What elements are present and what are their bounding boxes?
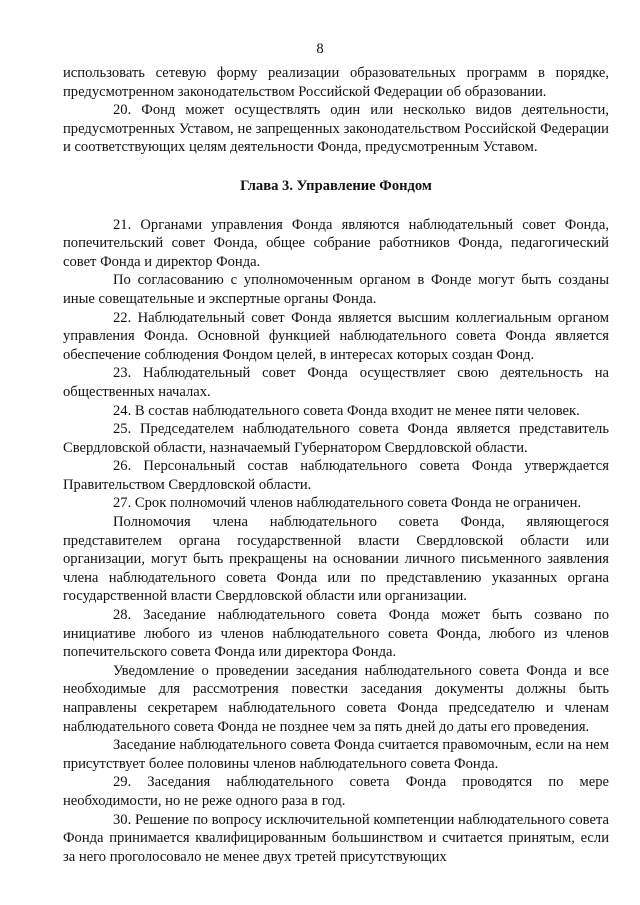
paragraph: 25. Председателем наблюдательного совета Фонда является представитель Свердловской области, назначаемый Губернатором Свердловской области. [63, 421, 609, 456]
paragraph: 28. Заседание наблюдательного совета Фонда может быть созвано по инициативе любого из членов наблюдательного совета Фонда, любого из членов попечительского совета Фонда или директора Фонда. [63, 607, 609, 661]
paragraph: Полномочия члена наблюдательного совета Фонда, являющегося представителем органа государственной власти Свердловской области или организации, могут быть прекращены на основании личного письменного заявления члена наблюдательного совета Фонда или по представлению указанных органа государственной власти Свердловской области или организации. [63, 514, 609, 605]
paragraph: использовать сетевую форму реализации образовательных программ в порядке, предусмотренном законодательством Российской Федерации об образовании. [63, 65, 609, 100]
paragraph: 20. Фонд может осуществлять один или несколько видов деятельности, предусмотренных Уставом, не запрещенных законодательством Российской Федерации и соответствующих целям деятельности Фонда, предусмотренным Уставом. [63, 102, 609, 156]
paragraph: 24. В состав наблюдательного совета Фонда входит не менее пяти человек. [113, 402, 580, 419]
paragraph: 23. Наблюдательный совет Фонда осуществляет свою деятельность на общественных началах. [63, 365, 609, 400]
paragraph: Заседание наблюдательного совета Фонда считается правомочным, если на нем присутствует более половины членов наблюдательного совета Фонда. [63, 737, 609, 772]
paragraph: 30. Решение по вопросу исключительной компетенции наблюдательного совета Фонда принимается квалифицированным большинством и считается принятым, если за него проголосовало не менее двух третей присутствующих [63, 811, 609, 865]
paragraph: По согласованию с уполномоченным органом в Фонде могут быть созданы иные совещательные и экспертные органы Фонда. [63, 272, 609, 307]
paragraph: 29. Заседания наблюдательного совета Фонда проводятся по мере необходимости, но не реже одного раза в год. [63, 774, 609, 809]
paragraph: 21. Органами управления Фонда являются наблюдательный совет Фонда, попечительский совет Фонда, общее собрание работников Фонда, педагогический совет Фонда и директор Фонда. [63, 216, 609, 270]
page-number: 8 [316, 41, 324, 57]
document-body [63, 64, 609, 866]
paragraph: Уведомление о проведении заседания наблюдательного совета Фонда и все необходимые для рассмотрения повестки заседания документы должны быть направлены секретарем наблюдательного совета Фонда председателю и членам наблюдательного совета Фонда не позднее чем за пять дней до даты его проведения. [63, 662, 609, 735]
chapter-heading: Глава 3. Управление Фондом [240, 177, 432, 194]
paragraph: 22. Наблюдательный совет Фонда является высшим коллегиальным органом управления Фонда. Основной функцией наблюдательного совета Фонда является обеспечение соблюдения Фондом целей, в интересах которых создан Фонд. [63, 309, 609, 363]
paragraph: 27. Срок полномочий членов наблюдательного совета Фонда не ограничен. [113, 495, 582, 512]
paragraph: 26. Персональный состав наблюдательного совета Фонда утверждается Правительством Свердловской области. [63, 458, 609, 493]
